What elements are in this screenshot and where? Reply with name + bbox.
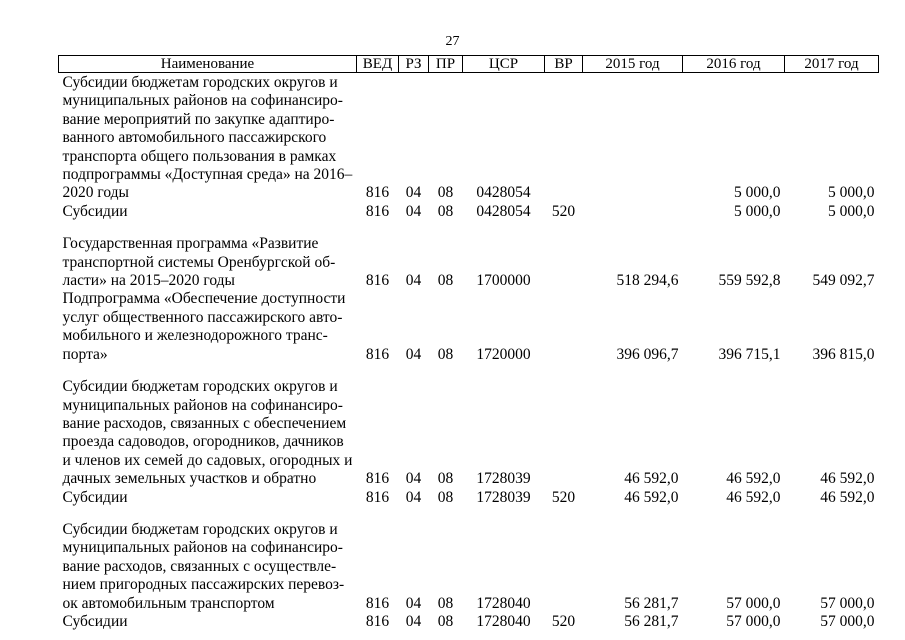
row-2016: 5 000,0 <box>734 202 781 220</box>
header-csr: ЦСР <box>463 56 545 73</box>
table-row <box>59 613 879 631</box>
header-2015: 2015 год <box>583 56 683 73</box>
row-ved: 816 <box>365 272 390 290</box>
row-pr: 08 <box>437 272 454 290</box>
row-ved: 816 <box>365 470 390 488</box>
row-2017: 46 592,0 <box>820 488 875 506</box>
row-rz: 04 <box>405 488 422 506</box>
table-body <box>59 73 879 632</box>
row-rz: 04 <box>405 202 422 220</box>
row-csr: 1728039 <box>476 488 531 506</box>
table-row <box>59 235 879 290</box>
row-2017: 396 815,0 <box>812 345 875 363</box>
row-vr: 520 <box>551 488 576 506</box>
row-ved: 816 <box>365 612 390 630</box>
header-pr: ПР <box>429 56 463 73</box>
row-2017: 57 000,0 <box>820 612 875 630</box>
row-2015: 56 281,7 <box>624 594 679 612</box>
row-pr: 08 <box>437 594 454 612</box>
header-vr: ВР <box>545 56 583 73</box>
row-2016: 559 592,8 <box>718 272 781 290</box>
row-2017: 549 092,7 <box>812 272 875 290</box>
row-2016: 46 592,0 <box>726 470 781 488</box>
row-pr: 08 <box>437 488 454 506</box>
row-vr <box>545 290 583 364</box>
row-name: Субсидии бюджетам городских округов и муниципальных районов на софинансиро-вание мероприятий по закупке адаптиро-ванного автомобильного пассажирского транспорта общего пользования в рамках подпрограммы «Доступная среда» на 2016–2020 годы <box>62 74 353 202</box>
header-ved: ВЕД <box>357 56 399 73</box>
row-name: Подпрограмма «Обеспечение доступности услуг общественного пассажирского авто-мобильного и железнодорожного транс-порта» <box>62 290 346 363</box>
row-2015 <box>583 203 683 221</box>
row-name: Субсидии <box>62 488 128 506</box>
page-number: 27 <box>445 34 460 49</box>
row-csr: 1700000 <box>476 272 531 290</box>
row-ved: 816 <box>365 488 390 506</box>
row-pr: 08 <box>437 470 454 488</box>
header-rz: РЗ <box>399 56 429 73</box>
row-2017: 5 000,0 <box>828 202 875 220</box>
row-2015: 518 294,6 <box>616 272 679 290</box>
row-name: Субсидии <box>62 202 128 220</box>
row-ved: 816 <box>365 594 390 612</box>
row-ved: 816 <box>365 202 390 220</box>
table-row <box>59 378 879 488</box>
row-vr <box>545 73 583 203</box>
row-rz: 04 <box>405 612 422 630</box>
header-2016: 2016 год <box>683 56 785 73</box>
row-vr <box>545 521 583 613</box>
row-ved: 816 <box>365 184 390 202</box>
row-spacer <box>59 507 879 521</box>
row-pr: 08 <box>437 184 454 202</box>
row-2015: 56 281,7 <box>624 612 679 630</box>
row-2017: 46 592,0 <box>820 470 875 488</box>
row-2015 <box>583 73 683 203</box>
row-pr: 08 <box>437 612 454 630</box>
row-vr <box>545 378 583 488</box>
row-spacer <box>59 221 879 235</box>
row-2016: 5 000,0 <box>734 184 781 202</box>
row-csr: 1720000 <box>476 345 531 363</box>
table-row <box>59 489 879 507</box>
row-spacer <box>59 364 879 378</box>
row-rz: 04 <box>405 594 422 612</box>
row-rz: 04 <box>405 470 422 488</box>
row-ved: 816 <box>365 345 390 363</box>
row-2016: 57 000,0 <box>726 612 781 630</box>
row-2016: 57 000,0 <box>726 594 781 612</box>
row-csr: 1728040 <box>476 612 531 630</box>
budget-table <box>58 55 879 631</box>
row-vr: 520 <box>551 202 576 220</box>
row-pr: 08 <box>437 345 454 363</box>
header-name: Наименование <box>59 56 357 73</box>
row-2015: 396 096,7 <box>616 345 679 363</box>
row-rz: 04 <box>405 272 422 290</box>
table-header <box>59 56 879 73</box>
row-2017: 57 000,0 <box>820 594 875 612</box>
row-2015: 46 592,0 <box>624 488 679 506</box>
header-2017: 2017 год <box>785 56 879 73</box>
table-row <box>59 203 879 221</box>
row-vr: 520 <box>551 612 576 630</box>
row-2016: 46 592,0 <box>726 488 781 506</box>
row-rz: 04 <box>405 345 422 363</box>
row-2016: 396 715,1 <box>718 345 781 363</box>
row-pr: 08 <box>437 202 454 220</box>
row-name: Субсидии бюджетам городских округов и муниципальных районов на софинансиро-вание расходов, связанных с обеспечением проезда садоводов, огородников, дачников и членов их семей до садовых, огородных и дачных земельных участков и обратно <box>62 378 353 488</box>
row-2017: 5 000,0 <box>828 184 875 202</box>
row-rz: 04 <box>405 184 422 202</box>
row-csr: 0428054 <box>476 184 531 202</box>
row-vr <box>545 235 583 290</box>
row-name: Субсидии бюджетам городских округов и муниципальных районов на софинансиро-вание расходов, связанных с осуществле-нием пригородных пассажирских перевоз-ок автомобильным транспортом <box>62 520 345 612</box>
row-name: Государственная программа «Развитие транспортной системы Оренбургской об-ласти» на 2015–2020 годы <box>62 235 336 290</box>
row-csr: 1728040 <box>476 594 531 612</box>
table-row <box>59 73 879 203</box>
row-csr: 0428054 <box>476 202 531 220</box>
row-csr: 1728039 <box>476 470 531 488</box>
row-name: Субсидии <box>62 612 128 630</box>
row-2015: 46 592,0 <box>624 470 679 488</box>
table-row <box>59 521 879 613</box>
table-row <box>59 290 879 364</box>
